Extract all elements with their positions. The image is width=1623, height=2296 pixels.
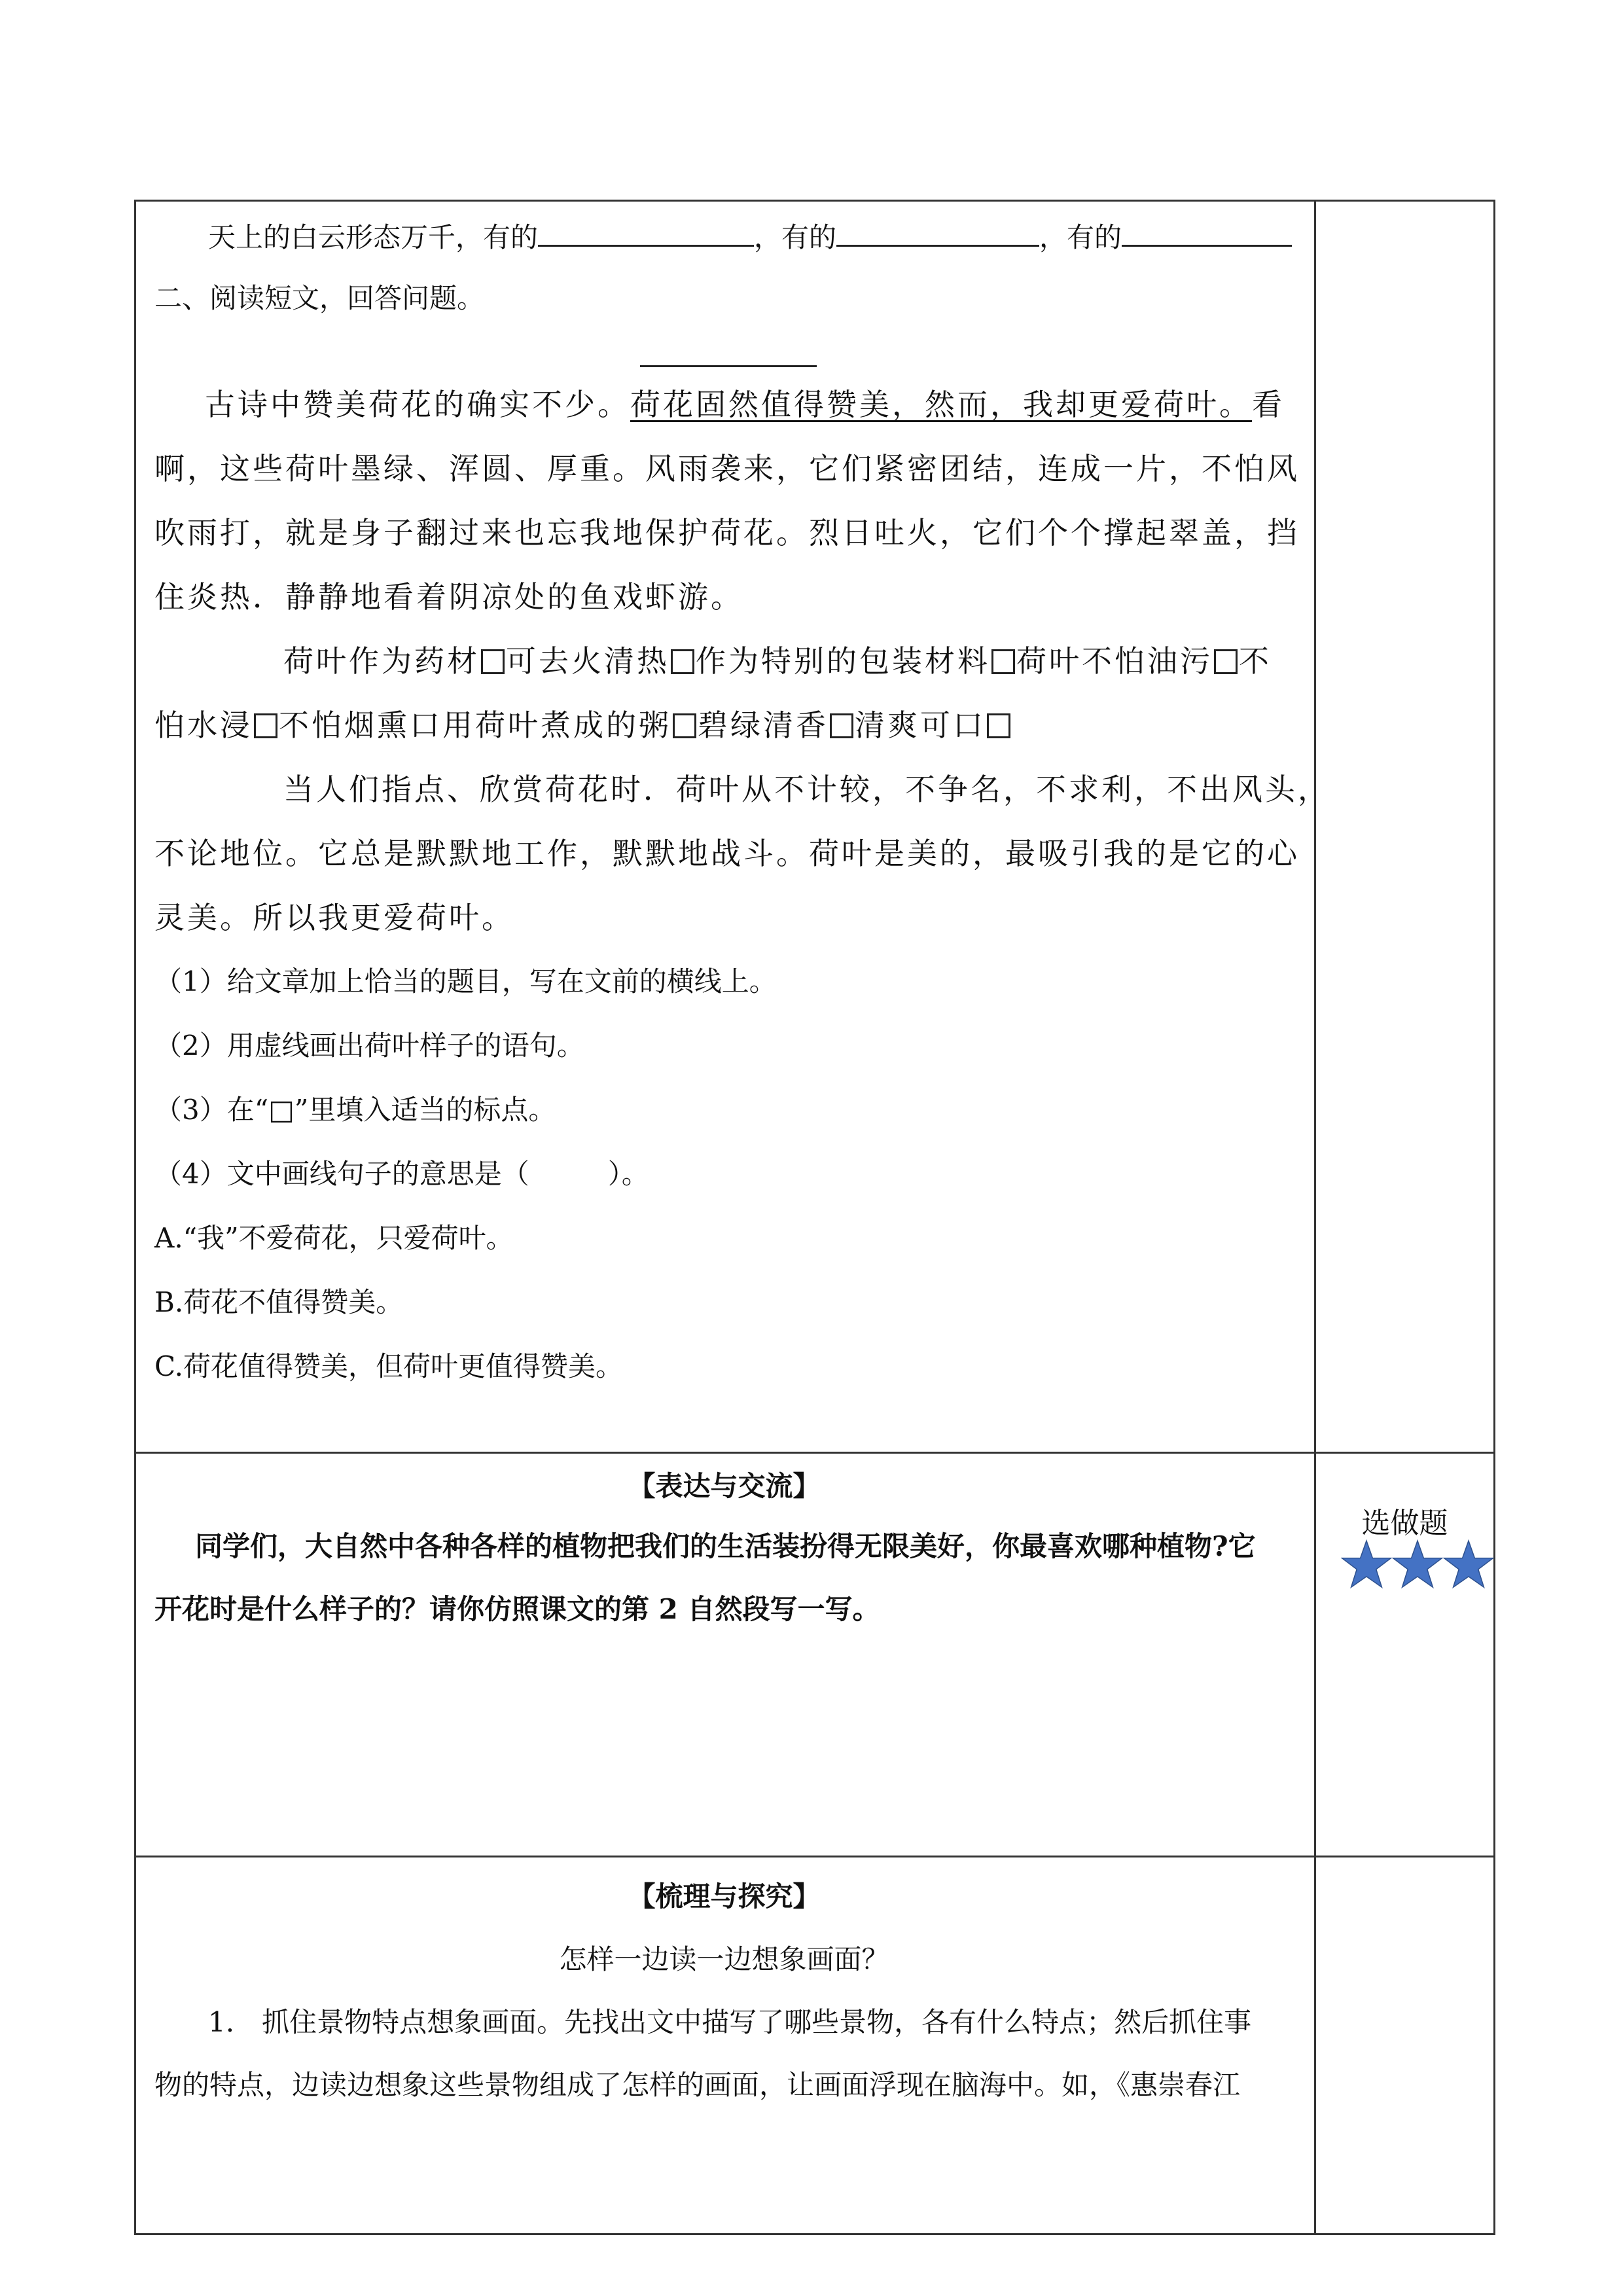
option-b: B.荷花不值得赞美。 <box>154 1286 404 1318</box>
explore-text-line: 物的特点，边读边想象这些景物组成了怎样的画面，让画面浮现在脑海中。如，《惠崇春江 <box>154 2069 1241 2101</box>
star-icon <box>1341 1539 1392 1590</box>
side-cell-3 <box>1316 1857 1493 2237</box>
passage-line: 啊，这些荷叶墨绿、浑圆、厚重。风雨袭来，它们紧密团结，连成一片，不怕风 <box>154 451 1300 486</box>
passage-line: 不论地位。它总是默默地工作，默默地战斗。荷叶是美的，最吸引我的是它的心 <box>154 836 1300 871</box>
passage-line: 当人们指点、欣赏荷花时．荷叶从不计较，不争名，不求利，不出风头， <box>283 772 1330 807</box>
punctuation-box[interactable] <box>830 713 853 738</box>
explore-cell <box>136 1857 1312 2237</box>
question-2: （2）用虚线画出荷叶样子的语句。 <box>154 1030 584 1062</box>
punctuation-box[interactable] <box>1214 649 1238 674</box>
punctuation-box[interactable] <box>991 649 1015 674</box>
express-prompt-line: 开花时是什么样子的？请你仿照课文的第 2 自然段写一写。 <box>154 1593 880 1625</box>
passage-line-punctuation: 怕水浸 不怕烟熏口用荷叶煮成的粥 碧绿清香 清爽可口 <box>154 706 1299 745</box>
explore-title: 【梳理与探究】 <box>628 1880 821 1912</box>
passage-line: 住炎热．静静地看着阴凉处的鱼戏虾游。 <box>154 579 743 615</box>
punctuation-box[interactable] <box>673 713 696 738</box>
star-icon <box>1392 1539 1443 1590</box>
passage-line: 古诗中赞美荷花的确实不少。荷花固然值得赞美，然而，我却更爱荷叶。看 <box>205 387 1285 422</box>
option-c: C.荷花值得赞美，但荷叶更值得赞美。 <box>154 1350 623 1382</box>
punctuation-box[interactable] <box>987 713 1010 738</box>
difficulty-stars <box>1341 1539 1494 1590</box>
star-icon <box>1443 1539 1494 1590</box>
question-3: （3）在“□”里填入适当的标点。 <box>154 1094 556 1126</box>
punctuation-box[interactable] <box>671 649 694 674</box>
optional-cell <box>1316 1454 1493 1856</box>
passage-line-punctuation: 荷叶作为药材 可去火清热 作为特别的包装材料 荷叶不怕油污 不 <box>283 643 1272 679</box>
section-heading: 二、阅读短文，回答问题。 <box>154 282 485 314</box>
underlined-sentence: 荷花固然值得赞美，然而，我却更爱荷叶。 <box>630 387 1252 422</box>
question-4: （4）文中画线句子的意思是（ ）。 <box>154 1158 649 1190</box>
express-cell <box>136 1454 1312 1856</box>
passage-line: 灵美。所以我更爱荷叶。 <box>154 900 514 935</box>
worksheet-table <box>134 200 1495 2235</box>
fill-blank-sentence: 天上的白云形态万千，有的 ，有的 ，有的 <box>208 215 1299 257</box>
answer-blank-2[interactable] <box>836 215 1039 247</box>
option-a: A.“我”不爱荷花，只爱荷叶。 <box>154 1222 514 1254</box>
explore-subtitle: 怎样一边读一边想象画面？ <box>559 1943 889 1975</box>
express-prompt-line: 同学们，大自然中各种各样的植物把我们的生活装扮得无限美好，你最喜欢哪种植物?它 <box>195 1530 1256 1562</box>
punctuation-box[interactable] <box>481 649 505 674</box>
optional-label: 选做题 <box>1361 1507 1448 1540</box>
side-cell-1 <box>1316 202 1493 1452</box>
explore-text-line: 1. 抓住景物特点想象画面。先找出文中描写了哪些景物，各有什么特点；然后抓住事 <box>208 2006 1252 2038</box>
express-title: 【表达与交流】 <box>628 1470 821 1502</box>
title-answer-line[interactable] <box>640 365 817 367</box>
question-1: （1）给文章加上恰当的题目，写在文前的横线上。 <box>154 965 777 997</box>
reading-cell <box>136 202 1330 1452</box>
passage-line: 吹雨打，就是身子翻过来也忘我地保护荷花。烈日吐火，它们个个撑起翠盖，挡 <box>154 515 1300 550</box>
answer-blank-1[interactable] <box>538 215 754 247</box>
punctuation-box[interactable] <box>254 713 277 738</box>
answer-blank-3[interactable] <box>1122 215 1292 247</box>
